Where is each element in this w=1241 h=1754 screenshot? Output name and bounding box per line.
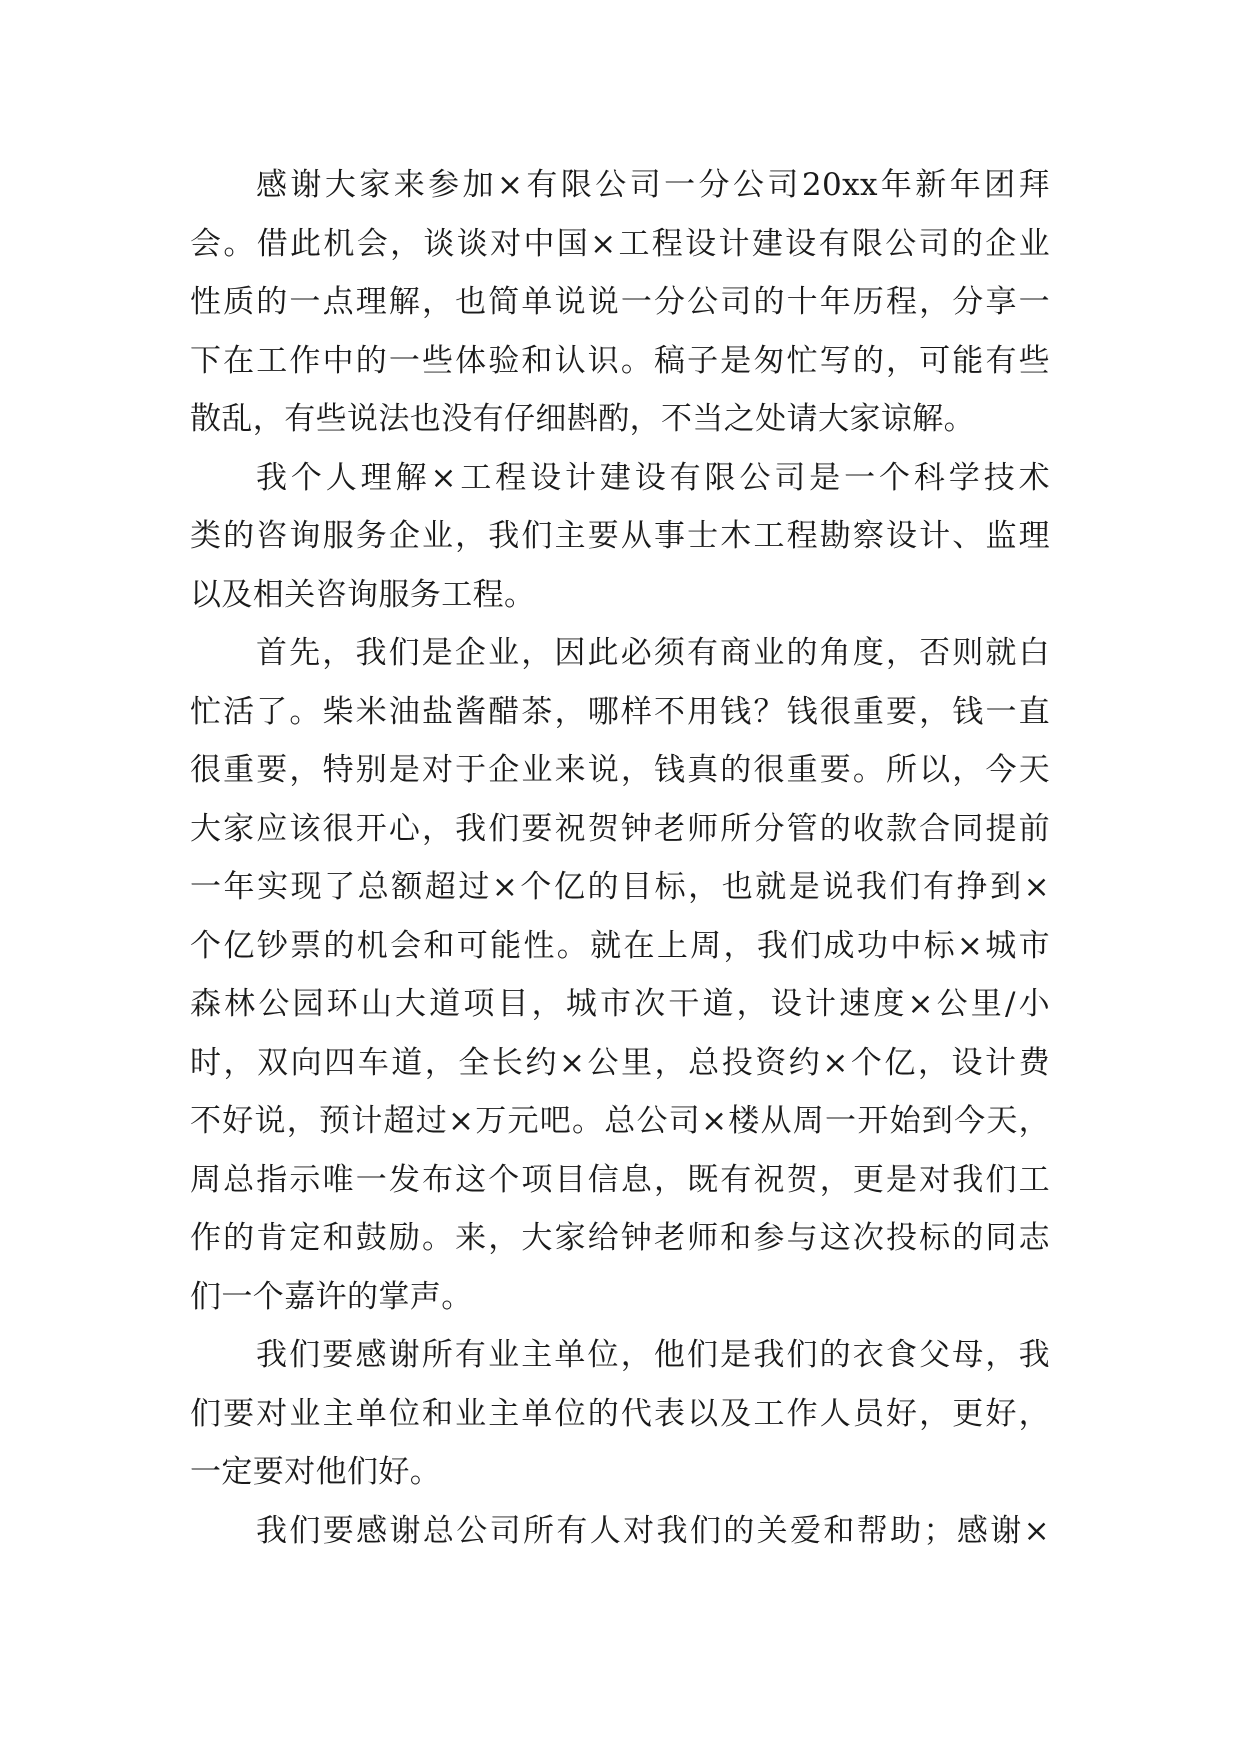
paragraph-3-line-11: 作的肯定和鼓励。来，大家给钟老师和参与这次投标的同志 [190, 1220, 1050, 1256]
paragraph-3-line-1: 首先，我们是企业，因此必须有商业的角度，否则就白 [256, 635, 1050, 671]
paragraph-3-line-7: 森林公园环山大道项目，城市次干道，设计速度×公里/小 [190, 986, 1050, 1022]
paragraph-2-line-2: 类的咨询服务企业，我们主要从事士木工程勘察设计、监理 [190, 518, 1050, 554]
paragraph-2-line-3: 以及相关咨询服务工程。 [190, 576, 536, 613]
paragraph-4-line-3: 一定要对他们好。 [190, 1454, 442, 1490]
paragraph-3-line-8: 时，双向四车道，全长约×公里，总投资约×个亿，设计费 [190, 1044, 1050, 1081]
paragraph-5-line-1: 我们要感谢总公司所有人对我们的关爱和帮助；感谢× [256, 1512, 1050, 1549]
paragraph-3-line-10: 周总指示唯一发布这个项目信息，既有祝贺，更是对我们工 [190, 1161, 1050, 1198]
paragraph-3-line-2: 忙活了。柴米油盐酱醋茶，哪样不用钱？钱很重要，钱一直 [190, 693, 1050, 730]
paragraph-3-line-5: 一年实现了总额超过×个亿的目标，也就是说我们有挣到× [190, 869, 1050, 905]
paragraph-4-line-1: 我们要感谢所有业主单位，他们是我们的衣食父母，我 [256, 1337, 1050, 1373]
paragraph-1-line-2: 会。借此机会，谈谈对中国×工程设计建设有限公司的企业 [190, 225, 1050, 262]
paragraph-3-line-6: 个亿钞票的机会和可能性。就在上周，我们成功中标×城市 [190, 927, 1050, 964]
paragraph-3-line-9: 不好说，预计超过×万元吧。总公司×楼从周一开始到今天， [190, 1103, 1050, 1139]
document-body [190, 156, 1050, 1560]
paragraph-2-line-1: 我个人理解×工程设计建设有限公司是一个科学技术 [256, 459, 1050, 496]
paragraph-3-line-12: 们一个嘉许的掌声。 [190, 1278, 473, 1315]
paragraph-3-line-4: 大家应该很开心，我们要祝贺钟老师所分管的收款合同提前 [190, 810, 1050, 847]
paragraph-1-line-1: 感谢大家来参加×有限公司一分公司20xx年新年团拜 [256, 167, 1050, 203]
paragraph-3-line-3: 很重要，特别是对于企业来说，钱真的很重要。所以，今天 [190, 752, 1050, 788]
paragraph-1-line-4: 下在工作中的一些体验和认识。稿子是匆忙写的，可能有些 [190, 342, 1050, 379]
paragraph-1-line-3: 性质的一点理解，也简单说说一分公司的十年历程，分享一 [190, 284, 1050, 320]
paragraph-1-line-5: 散乱，有些说法也没有仔细斟酌，不当之处请大家谅解。 [190, 401, 975, 437]
paragraph-4-line-2: 们要对业主单位和业主单位的代表以及工作人员好，更好， [190, 1395, 1050, 1432]
